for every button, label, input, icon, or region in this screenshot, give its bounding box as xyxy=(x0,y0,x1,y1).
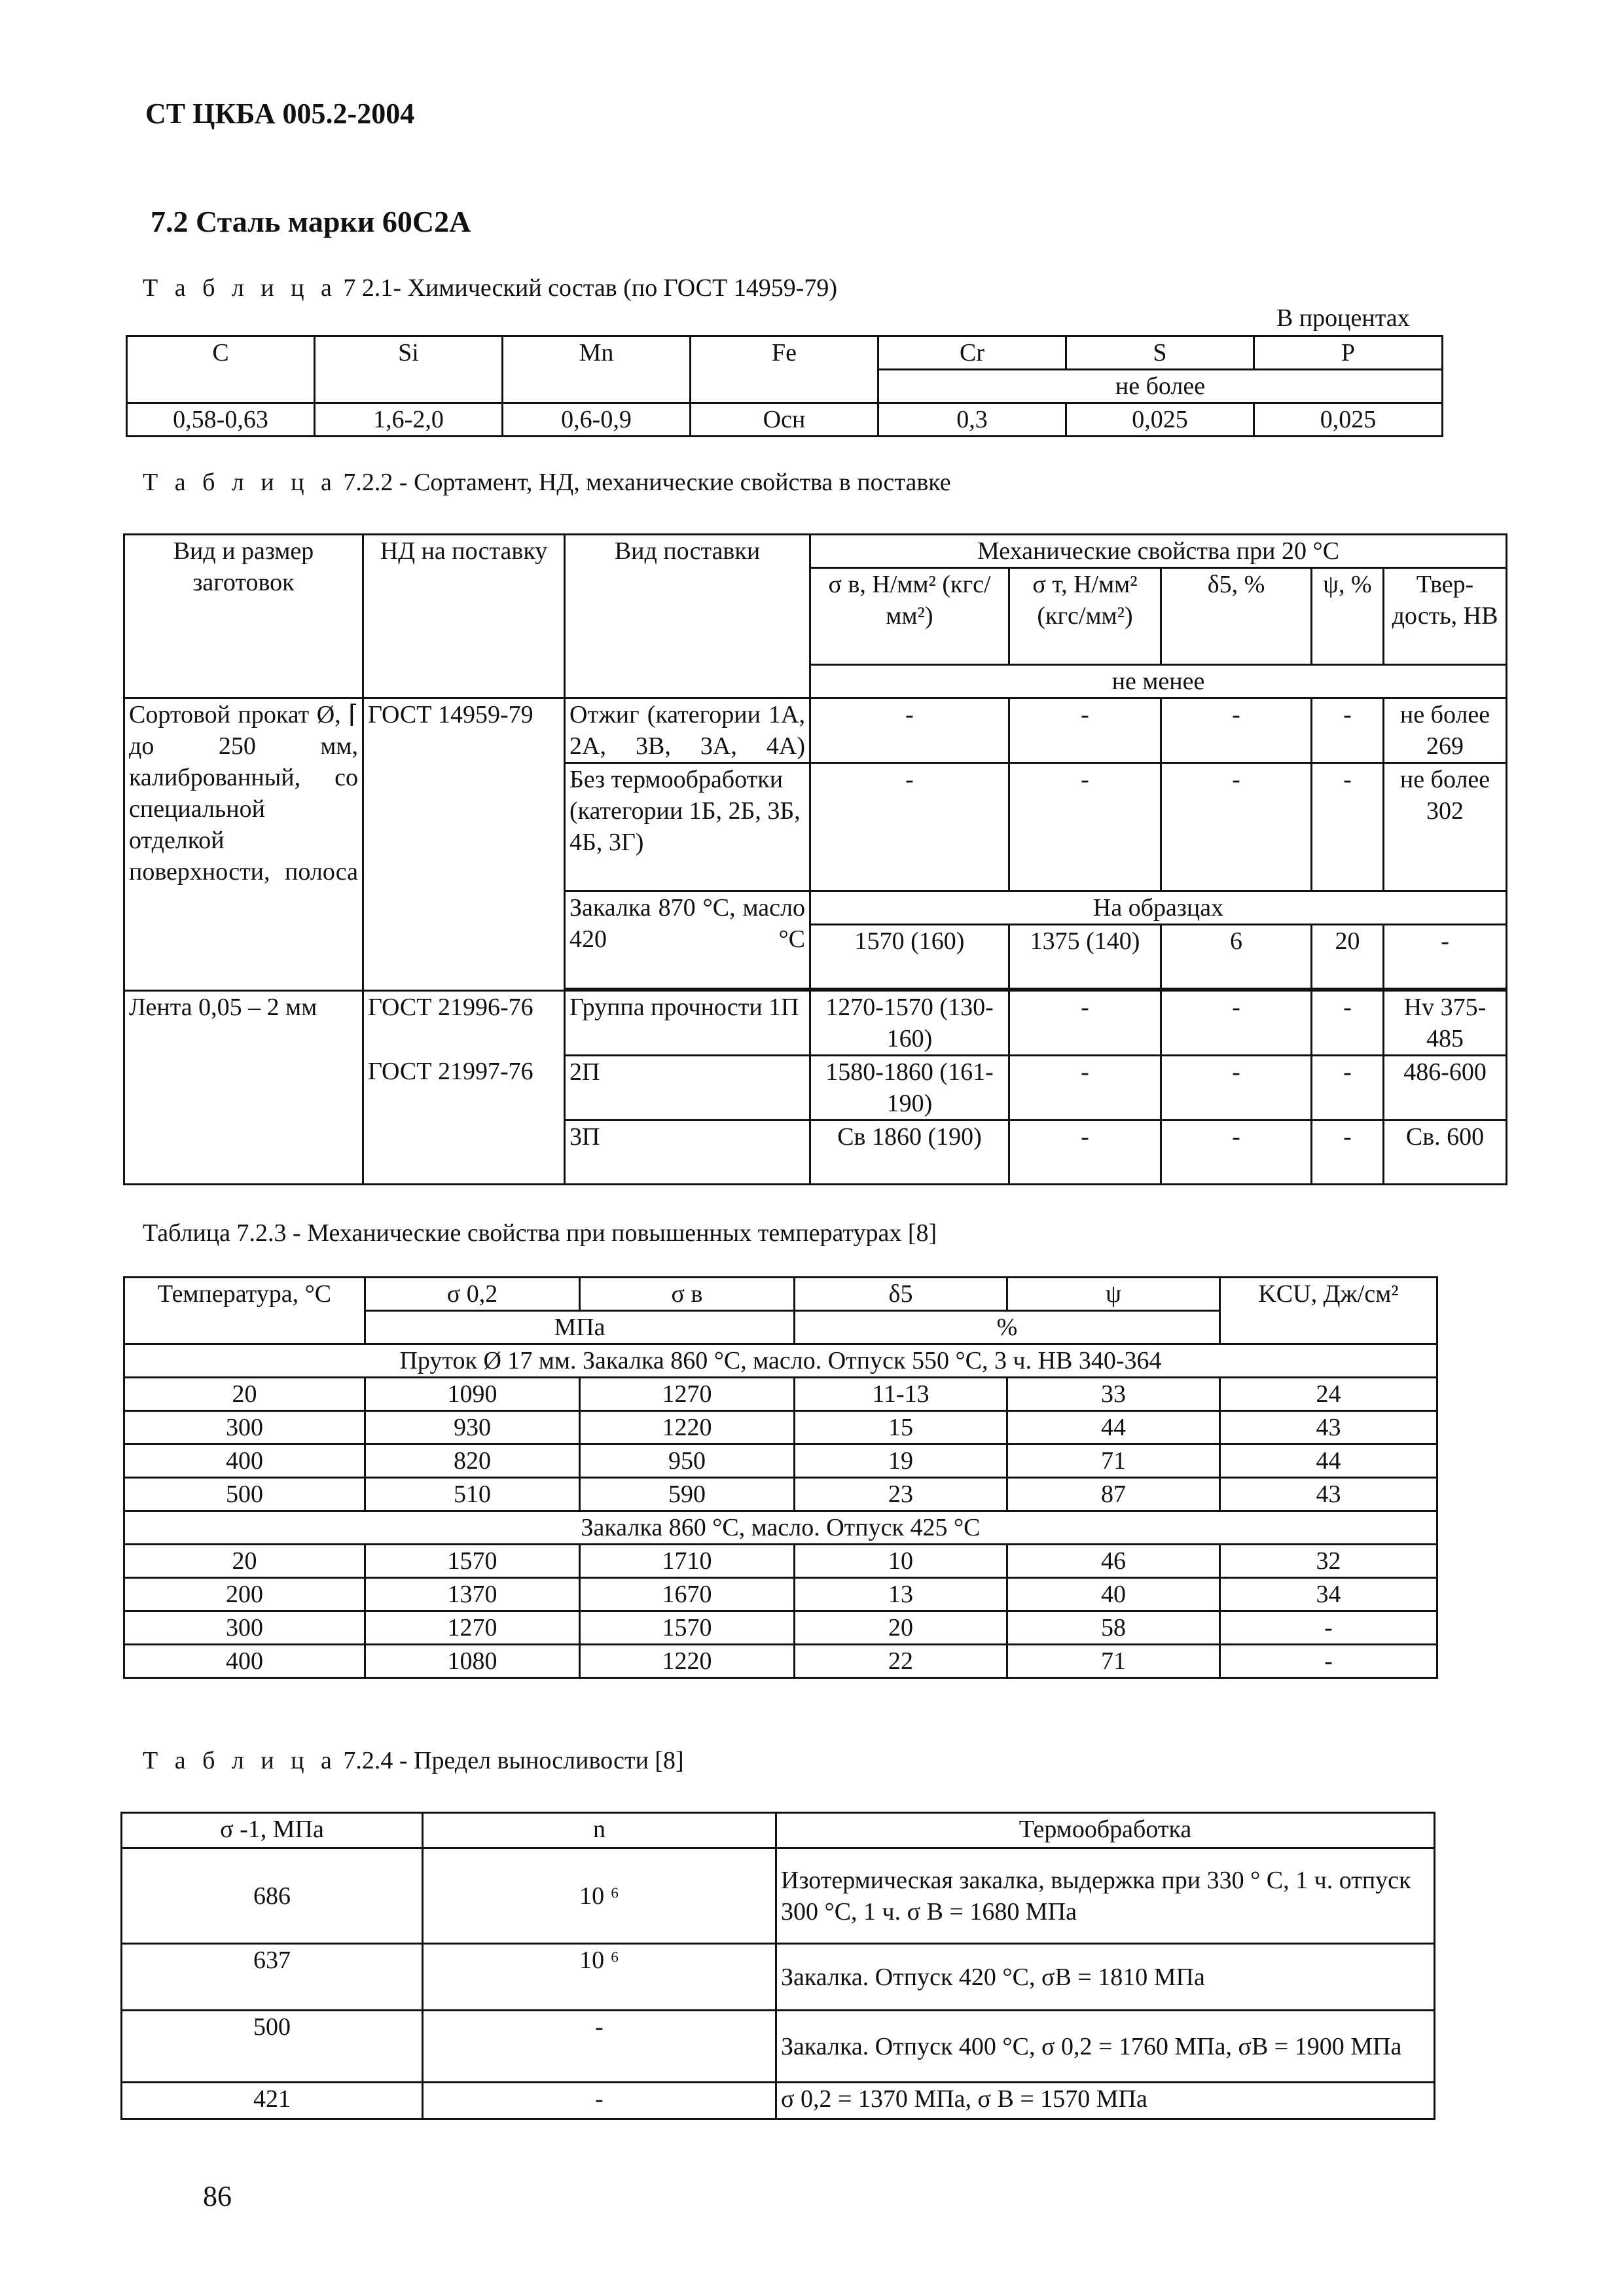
value-cr: 0,3 xyxy=(878,403,1066,437)
cell-r1-st: - xyxy=(1009,698,1161,763)
cell-zakalka-870: Закалка 870 °С, масло 420 °С xyxy=(565,891,810,989)
cell-r6-psi: - xyxy=(1312,1121,1384,1185)
header-percent: % xyxy=(795,1311,1220,1344)
cell-d5: 23 xyxy=(795,1478,1007,1511)
table-7-2-3 xyxy=(123,1276,1438,1679)
header-n: n xyxy=(423,1813,776,1848)
cell-r3-st: 1375 (140) xyxy=(1009,925,1161,989)
page-number: 86 xyxy=(203,2180,232,2212)
cell-gost-21996: ГОСТ 21996-76 xyxy=(363,991,565,1056)
not-less-note: не менее xyxy=(810,665,1507,698)
cell-temp: 20 xyxy=(124,1378,365,1411)
cell-sv: 1220 xyxy=(580,1645,795,1678)
cell-r6-hb: Св. 600 xyxy=(1384,1121,1507,1185)
cell-d5: 10 xyxy=(795,1545,1007,1578)
document-code: СТ ЦКБА 005.2-2004 xyxy=(145,98,415,130)
table-row xyxy=(124,1645,1437,1678)
header-c: C xyxy=(127,336,315,403)
cell-r3-sv: 1570 (160) xyxy=(810,925,1009,989)
cell-sv: 590 xyxy=(580,1478,795,1511)
cell-r4-st: - xyxy=(1009,991,1161,1056)
cell-temp: 200 xyxy=(124,1578,365,1611)
cell-sv: 1710 xyxy=(580,1545,795,1578)
cell-r6-st: - xyxy=(1009,1121,1161,1185)
table-row xyxy=(124,1578,1437,1611)
cell-sv: 950 xyxy=(580,1444,795,1478)
value-s: 0,025 xyxy=(1066,403,1254,437)
table-7-2-3-caption: Таблица 7.2.3 - Механические свойства при повышенных температурах [8] xyxy=(143,1219,937,1247)
cell-psi: 87 xyxy=(1007,1478,1220,1511)
cell-sv: 1570 xyxy=(580,1611,795,1645)
cell-n: 10 ⁶ xyxy=(423,1848,776,1944)
cell-temp: 20 xyxy=(124,1545,365,1578)
cell-sigma: 637 xyxy=(122,1944,423,2011)
cell-r3-d5: 6 xyxy=(1161,925,1312,989)
header-temperature: Температура, °С xyxy=(124,1278,365,1344)
table-7-2-2 xyxy=(123,533,1507,1185)
cell-kcu: 32 xyxy=(1220,1545,1437,1578)
not-more-note: не более xyxy=(878,370,1443,403)
header-hardness: Твер- дость, НВ xyxy=(1384,568,1507,665)
cell-r2-sv: - xyxy=(810,763,1009,891)
cell-gruppa-2p: 2П xyxy=(565,1056,810,1121)
value-fe: Осн xyxy=(691,403,878,437)
cell-kcu: - xyxy=(1220,1645,1437,1678)
cell-d5: 20 xyxy=(795,1611,1007,1645)
header-delta5: δ5, % xyxy=(1161,568,1312,665)
cell-sv: 1670 xyxy=(580,1578,795,1611)
header-vid-postavki: Вид поставки xyxy=(565,535,810,698)
header-delta5: δ5 xyxy=(795,1278,1007,1311)
cell-kcu: 34 xyxy=(1220,1578,1437,1611)
cell-r5-st: - xyxy=(1009,1056,1161,1121)
cell-s02: 1570 xyxy=(365,1545,580,1578)
caption-label: Т а б л и ц а xyxy=(143,1747,337,1774)
cell-r5-psi: - xyxy=(1312,1056,1384,1121)
header-sigma-t: σ т, Н/мм² (кгс/мм²) xyxy=(1009,568,1161,665)
cell-r4-d5: - xyxy=(1161,991,1312,1056)
cell-kcu: 43 xyxy=(1220,1478,1437,1511)
cell-s02: 1270 xyxy=(365,1611,580,1645)
cell-sigma: 421 xyxy=(122,2083,423,2119)
caption-text: 7.2.4 - Предел выносливости [8] xyxy=(343,1747,684,1774)
cell-d5: 19 xyxy=(795,1444,1007,1478)
header-thermo: Термообработка xyxy=(776,1813,1435,1848)
table-row xyxy=(124,1411,1437,1444)
header-psi: ψ xyxy=(1007,1278,1220,1311)
section-title: 7.2 Сталь марки 60С2А xyxy=(151,205,471,238)
cell-psi: 58 xyxy=(1007,1611,1220,1645)
cell-r3-hb: - xyxy=(1384,925,1507,989)
header-psi: ψ, % xyxy=(1312,568,1384,665)
cell-thermo: σ 0,2 = 1370 МПа, σ В = 1570 МПа xyxy=(776,2083,1435,2119)
cell-r5-hb: 486-600 xyxy=(1384,1056,1507,1121)
table-7-2-1 xyxy=(126,335,1443,437)
cell-temp: 300 xyxy=(124,1611,365,1645)
cell-s02: 1090 xyxy=(365,1378,580,1411)
cell-n: - xyxy=(423,2011,776,2083)
cell-d5: 11-13 xyxy=(795,1378,1007,1411)
cell-r2-d5: - xyxy=(1161,763,1312,891)
header-mn: Mn xyxy=(503,336,691,403)
cell-r4-psi: - xyxy=(1312,991,1384,1056)
table-7-2-4 xyxy=(120,1812,1435,2120)
cell-r1-sv: - xyxy=(810,698,1009,763)
cell-s02: 1080 xyxy=(365,1645,580,1678)
header-mech-props: Механические свойства при 20 °С xyxy=(810,535,1507,568)
cell-temp: 500 xyxy=(124,1478,365,1511)
cell-s02: 510 xyxy=(365,1478,580,1511)
cell-r5-sv: 1580-1860 (161-190) xyxy=(810,1056,1009,1121)
cell-r2-psi: - xyxy=(1312,763,1384,891)
header-p: P xyxy=(1254,336,1443,370)
cell-r4-sv: 1270-1570 (130-160) xyxy=(810,991,1009,1056)
cell-r5-d5: - xyxy=(1161,1056,1312,1121)
caption-label: Т а б л и ц а xyxy=(143,469,337,496)
cell-gost-21997: ГОСТ 21997-76 xyxy=(363,1056,565,1185)
unit-note: В процентах xyxy=(1276,304,1410,332)
cell-r6-sv: Св 1860 (190) xyxy=(810,1121,1009,1185)
on-samples-note: На образцах xyxy=(810,891,1507,925)
header-sigma-1: σ -1, МПа xyxy=(122,1813,423,1848)
cell-r3-psi: 20 xyxy=(1312,925,1384,989)
cell-sv: 1270 xyxy=(580,1378,795,1411)
cell-psi: 46 xyxy=(1007,1545,1220,1578)
cell-temp: 400 xyxy=(124,1444,365,1478)
cell-d5: 22 xyxy=(795,1645,1007,1678)
table-row xyxy=(122,1944,1435,2011)
header-cr: Cr xyxy=(878,336,1066,370)
header-vid-razmer: Вид и размер заготовок xyxy=(124,535,363,698)
cell-lenta: Лента 0,05 – 2 мм xyxy=(124,991,363,1185)
caption-text: 7.2.2 - Сортамент, НД, механические свойства в поставке xyxy=(343,469,951,496)
caption-label: Т а б л и ц а xyxy=(143,274,337,302)
table-7-2-2-caption xyxy=(143,468,951,497)
table-7-2-4-caption xyxy=(143,1746,684,1775)
cell-psi: 40 xyxy=(1007,1578,1220,1611)
cell-psi: 33 xyxy=(1007,1378,1220,1411)
header-sigma02: σ 0,2 xyxy=(365,1278,580,1311)
value-mn: 0,6-0,9 xyxy=(503,403,691,437)
cell-temp: 300 xyxy=(124,1411,365,1444)
cell-thermo: Закалка. Отпуск 420 °С, σВ = 1810 МПа xyxy=(776,1944,1435,2011)
header-nd: НД на поставку xyxy=(363,535,565,698)
cell-r2-st: - xyxy=(1009,763,1161,891)
cell-r1-d5: - xyxy=(1161,698,1312,763)
cell-bez-termoobrabotki: Без термообработки (категории 1Б, 2Б, 3Б, 4Б, 3Г) xyxy=(565,763,810,891)
caption-text: 7 2.1- Химический состав (по ГОСТ 14959-79) xyxy=(343,274,838,302)
header-sigma-v: σ в xyxy=(580,1278,795,1311)
cell-r4-hb: Hv 375-485 xyxy=(1384,991,1507,1056)
header-mpa: МПа xyxy=(365,1311,795,1344)
cell-kcu: 44 xyxy=(1220,1444,1437,1478)
value-si: 1,6-2,0 xyxy=(315,403,503,437)
cell-r6-d5: - xyxy=(1161,1121,1312,1185)
table-7-2-1-caption xyxy=(143,274,837,302)
cell-gruppa-3p: 3П xyxy=(565,1121,810,1185)
cell-kcu: - xyxy=(1220,1611,1437,1645)
cell-sigma: 500 xyxy=(122,2011,423,2083)
cell-d5: 13 xyxy=(795,1578,1007,1611)
cell-n: 10 ⁶ xyxy=(423,1944,776,2011)
cell-psi: 44 xyxy=(1007,1411,1220,1444)
table-row xyxy=(124,1545,1437,1578)
value-p: 0,025 xyxy=(1254,403,1443,437)
cell-kcu: 43 xyxy=(1220,1411,1437,1444)
header-si: Si xyxy=(315,336,503,403)
cell-d5: 15 xyxy=(795,1411,1007,1444)
header-s: S xyxy=(1066,336,1254,370)
cell-kcu: 24 xyxy=(1220,1378,1437,1411)
table-row xyxy=(124,1378,1437,1411)
cell-s02: 1370 xyxy=(365,1578,580,1611)
cell-r1-hb: не более 269 xyxy=(1384,698,1507,763)
cell-thermo: Закалка. Отпуск 400 °С, σ 0,2 = 1760 МПа, σВ = 1900 МПа xyxy=(776,2011,1435,2083)
cell-n: - xyxy=(423,2083,776,2119)
table-row xyxy=(122,2011,1435,2083)
table-row xyxy=(124,1444,1437,1478)
cell-thermo: Изотермическая закалка, выдержка при 330 ° С, 1 ч. отпуск 300 °С, 1 ч. σ В = 1680 МПа xyxy=(776,1848,1435,1944)
cell-sv: 1220 xyxy=(580,1411,795,1444)
cell-otzhig: Отжиг (категории 1А, 2А, 3В, 3А, 4А) xyxy=(565,698,810,763)
cell-r1-psi: - xyxy=(1312,698,1384,763)
header-sigma-v: σ в, Н/мм² (кгс/мм²) xyxy=(810,568,1009,665)
cell-sortovoy-prokat: Сортовой прокат Ø, ⌈ до 250 мм, калиброванный, со специальной отделкой поверхности, полоса xyxy=(124,698,363,991)
cell-gruppa-1p: Группа прочности 1П xyxy=(565,991,810,1056)
cell-psi: 71 xyxy=(1007,1645,1220,1678)
cell-sigma: 686 xyxy=(122,1848,423,1944)
table-row xyxy=(124,1478,1437,1511)
value-c: 0,58-0,63 xyxy=(127,403,315,437)
cell-temp: 400 xyxy=(124,1645,365,1678)
cell-gost-14959: ГОСТ 14959-79 xyxy=(363,698,565,991)
table-row xyxy=(122,1848,1435,1944)
cell-psi: 71 xyxy=(1007,1444,1220,1478)
table-row xyxy=(124,1611,1437,1645)
header-kcu: KCU, Дж/см² xyxy=(1220,1278,1437,1344)
cell-s02: 820 xyxy=(365,1444,580,1478)
header-fe: Fe xyxy=(691,336,878,403)
cell-r2-hb: не более 302 xyxy=(1384,763,1507,891)
table-row xyxy=(122,2083,1435,2119)
group-header-1: Пруток Ø 17 мм. Закалка 860 °С, масло. Отпуск 550 °С, 3 ч. НВ 340-364 xyxy=(124,1344,1437,1378)
group-header-2: Закалка 860 °С, масло. Отпуск 425 °С xyxy=(124,1511,1437,1545)
cell-s02: 930 xyxy=(365,1411,580,1444)
